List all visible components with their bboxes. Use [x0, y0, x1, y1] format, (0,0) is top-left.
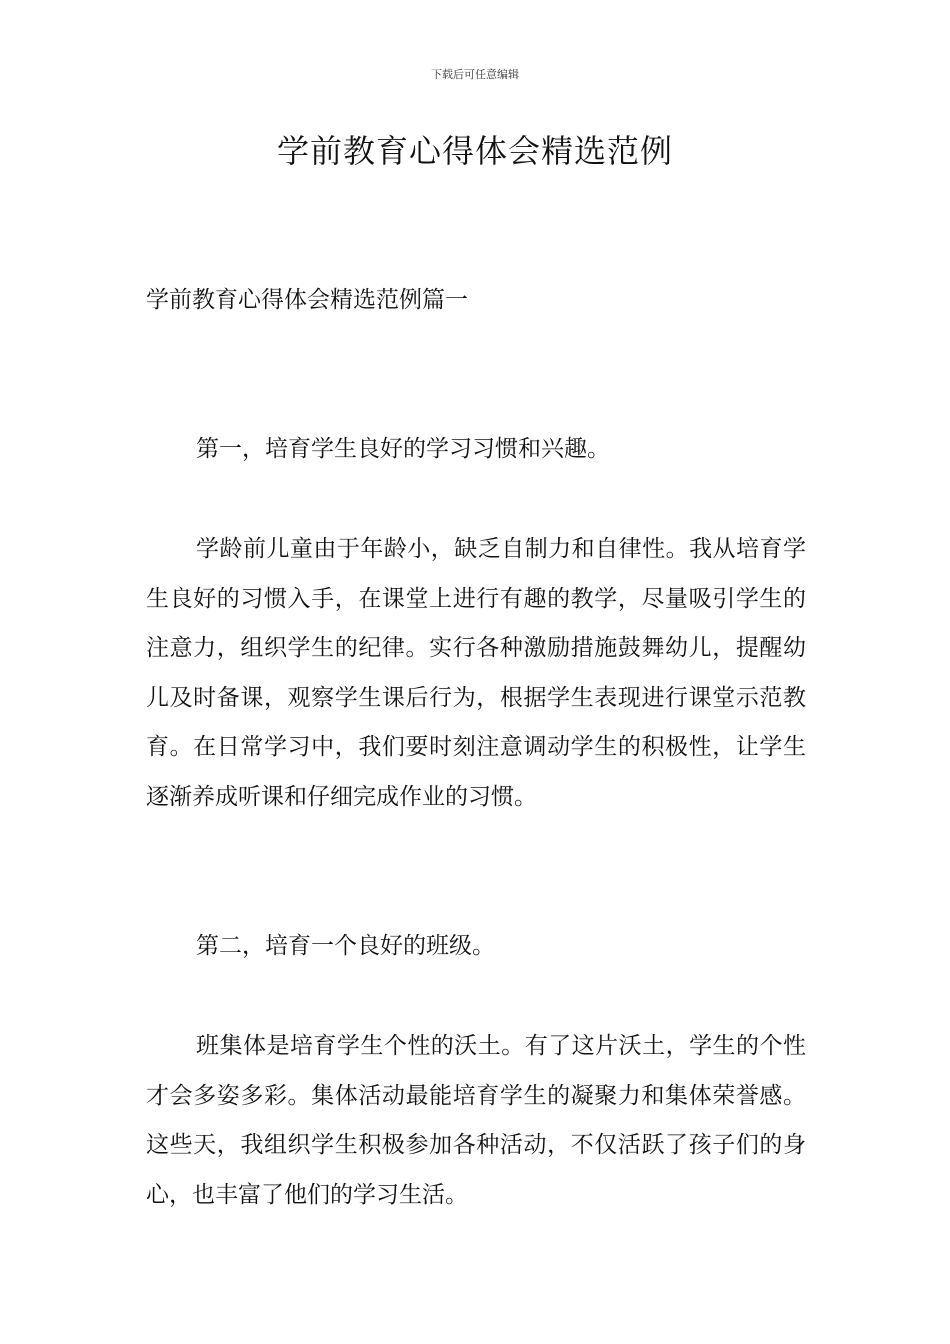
paragraph: 第一，培育学生良好的学习习惯和兴趣。	[196, 436, 610, 462]
header-note: 下载后可任意编辑	[431, 68, 519, 81]
paragraph: 第二，培育一个良好的班级。	[196, 933, 495, 959]
paragraph: 班集体是培育学生个性的沃土。有了这片沃土，学生的个性才会多姿多彩。集体活动最能培育学生的凝聚力和集体荣誉感。这些天，我组织学生积极参加各种活动，不仅活跃了孩子们的身心，也丰富了他们的学习生活。	[146, 1033, 806, 1208]
section-heading: 学前教育心得体会精选范例篇一	[146, 287, 468, 313]
paragraph: 学龄前儿童由于年龄小，缺乏自制力和自律性。我从培育学生良好的习惯入手，在课堂上进行有趣的教学，尽量吸引学生的注意力，组织学生的纪律。实行各种激励措施鼓舞幼儿，提醒幼儿及时备课，观察学生课后行为，根据学生表现进行课堂示范教育。在日常学习中，我们要时刻注意调动学生的积极性，让学生逐渐养成听课和仔细完成作业的习惯。	[146, 536, 806, 810]
document-title: 学前教育心得体会精选范例	[276, 132, 673, 170]
